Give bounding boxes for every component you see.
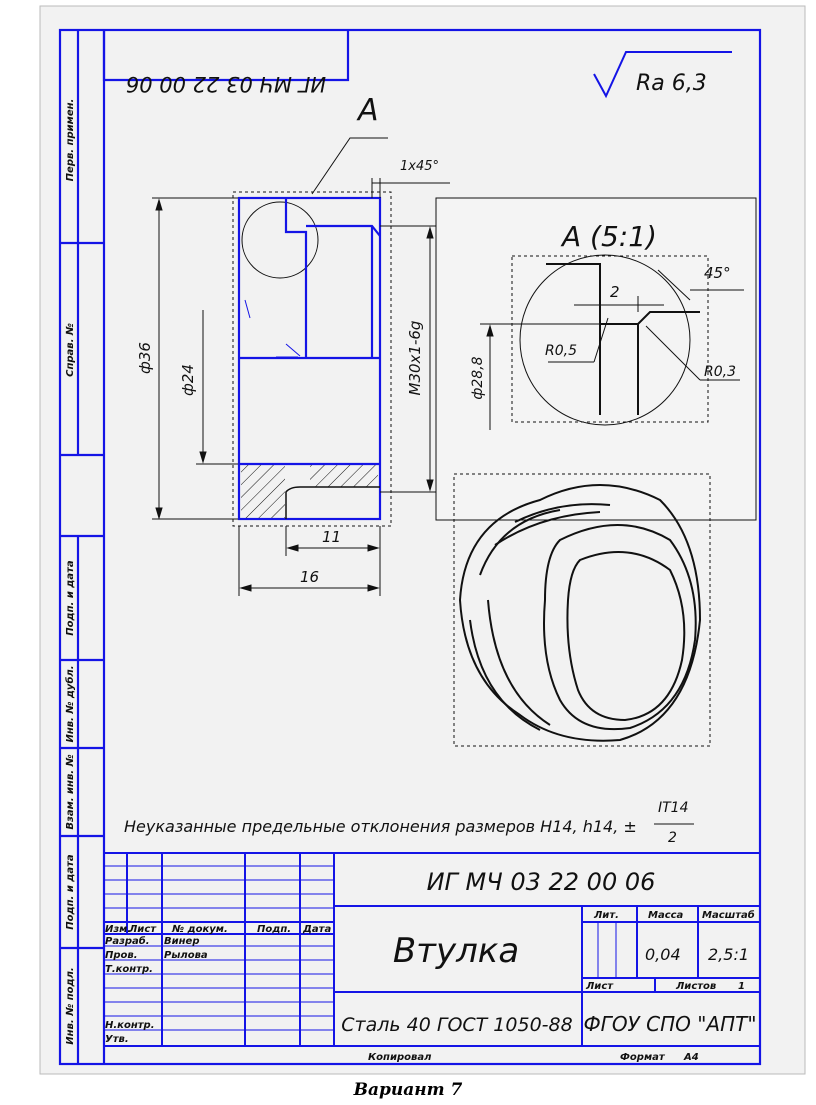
mass-label: Масса xyxy=(648,910,684,921)
strip-label-podp-data-2: Подп. и дата xyxy=(65,854,76,930)
roughness-value: Ra 6,3 xyxy=(636,71,707,96)
row-role-tkontr: Т.контр. xyxy=(105,964,153,975)
row-name-prov: Рылова xyxy=(164,950,208,961)
detail-title: А (5:1) xyxy=(562,220,657,253)
section-letter: A xyxy=(358,93,379,128)
dim-thread: М30х1-6g xyxy=(406,320,424,396)
sheets-value: 1 xyxy=(738,981,745,992)
dim-len-11: 11 xyxy=(322,528,342,546)
title-material: Сталь 40 ГОСТ 1050-88 xyxy=(341,1014,573,1036)
strip-label-sprav-no: Справ. № xyxy=(65,323,76,377)
tolerance-fraction-den: 2 xyxy=(668,830,677,846)
dim-len-16: 16 xyxy=(300,568,320,586)
hdr-list: Лист xyxy=(129,924,157,935)
row-role-utv: Утв. xyxy=(105,1034,129,1045)
tolerance-note: Неуказанные предельные отклонения размеров Н14, h14, ± xyxy=(124,817,637,836)
title-designation: ИГ МЧ 03 22 00 06 xyxy=(426,868,656,896)
mirrored-designation: ИГ МЧ 03 22 00 06 xyxy=(125,72,327,96)
section-hatch xyxy=(241,465,285,518)
row-role-nkontr: Н.контр. xyxy=(105,1020,155,1031)
detail-dim-2: 2 xyxy=(610,283,620,301)
dim-d36: ф36 xyxy=(136,342,154,374)
detail-angle: 45° xyxy=(704,264,731,282)
sheets-label: Листов xyxy=(676,981,717,992)
tolerance-fraction-num: IT14 xyxy=(658,800,689,816)
dim-d24: ф24 xyxy=(179,364,197,396)
copied-label: Копировал xyxy=(368,1052,432,1063)
lit-label: Лит. xyxy=(594,910,619,921)
sheet-label: Лист xyxy=(586,981,614,992)
format-label: Формат xyxy=(620,1052,665,1063)
row-name-razrab: Винер xyxy=(164,936,200,947)
hdr-sign: Подп. xyxy=(257,924,292,935)
strip-label-vzam-inv: Взам. инв. № xyxy=(65,754,76,830)
variant-caption: Вариант 7 xyxy=(353,1080,463,1100)
hdr-izm: Изм. xyxy=(105,924,132,935)
mass-value: 0,04 xyxy=(645,945,681,964)
detail-d288: ф28,8 xyxy=(470,356,486,400)
row-role-prov: Пров. xyxy=(105,950,138,961)
detail-r03: R0,3 xyxy=(704,364,736,380)
hdr-date: Дата xyxy=(303,924,332,935)
strip-label-podp-data-1: Подп. и дата xyxy=(65,560,76,636)
section-hatch-2 xyxy=(310,465,378,487)
strip-label-perv-primen: Перв. примен. xyxy=(65,98,76,182)
hdr-doc-no: № докум. xyxy=(172,924,228,935)
strip-label-inv-dubl: Инв. № дубл. xyxy=(65,665,76,743)
format-value: А4 xyxy=(684,1052,699,1063)
title-part-name: Втулка xyxy=(392,931,520,971)
detail-r05: R0,5 xyxy=(545,343,577,359)
scale-label: Масштаб xyxy=(702,910,755,921)
strip-label-inv-podl: Инв. № подл. xyxy=(65,967,76,1045)
scale-value: 2,5:1 xyxy=(708,945,750,964)
dim-chamfer: 1x45° xyxy=(400,159,440,174)
title-organization: ФГОУ СПО "АПТ" xyxy=(583,1012,757,1036)
row-role-razrab: Разраб. xyxy=(105,936,150,947)
